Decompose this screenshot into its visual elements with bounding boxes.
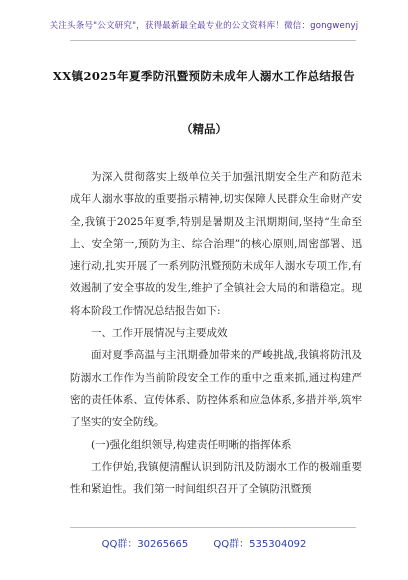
document-title: XX镇2025年夏季防汛暨预防未成年人溺水工作总结报告 [52, 69, 356, 83]
header-notice: 关注头条号"公文研究"，获得最新最全最专业的公文资料库！微信：gongwenyj [49, 21, 359, 31]
header-divider [70, 40, 356, 41]
subsection-heading: (一)强化组织领导,构建责任明晰的指挥体系 [91, 438, 292, 451]
section-paragraph: 面对夏季高温与主汛期叠加带来的严峻挑战,我镇将防汛及防溺水工作作为当前阶段安全工作的重中之重来抓,通过构建严密的责任体系、宣传体系、防控体系和应急体系,多措并举,筑牢了坚实的安全防线。 [70, 349, 362, 429]
document-subtitle: （精品） [181, 122, 227, 136]
qq-group-1: QQ群：30265665 [101, 539, 189, 550]
intro-paragraph: 为深入贯彻落实上级单位关于加强汛期安全生产和防范未成年人溺水事故的重要指示精神,切实保障人民群众生命财产安全,我镇于2025年夏季,特别是暑期及主汛期期间,坚持“生命至上、安全第一,预防为主、综合治理”的核心原则,周密部署、迅速行动,扎实开展了一系列防汛暨预防未成年人溺水专项工作,有效遏制了安全事故的发生,维护了全镇社会大局的和谐稳定。现将本阶段工作情况总结报告如下: [70, 171, 362, 317]
section-heading: 一、工作开展情况与主要成效 [91, 327, 228, 340]
subsection-paragraph: 工作伊始,我镇便清醒认识到防汛及防溺水工作的极端重要性和紧迫性。我们第一时间组织召开了全镇防汛暨预 [70, 460, 362, 496]
qq-group-2: QQ群：535304092 [213, 539, 307, 550]
footer-divider [70, 527, 356, 528]
document-body [70, 166, 362, 500]
footer-contacts [0, 535, 408, 550]
